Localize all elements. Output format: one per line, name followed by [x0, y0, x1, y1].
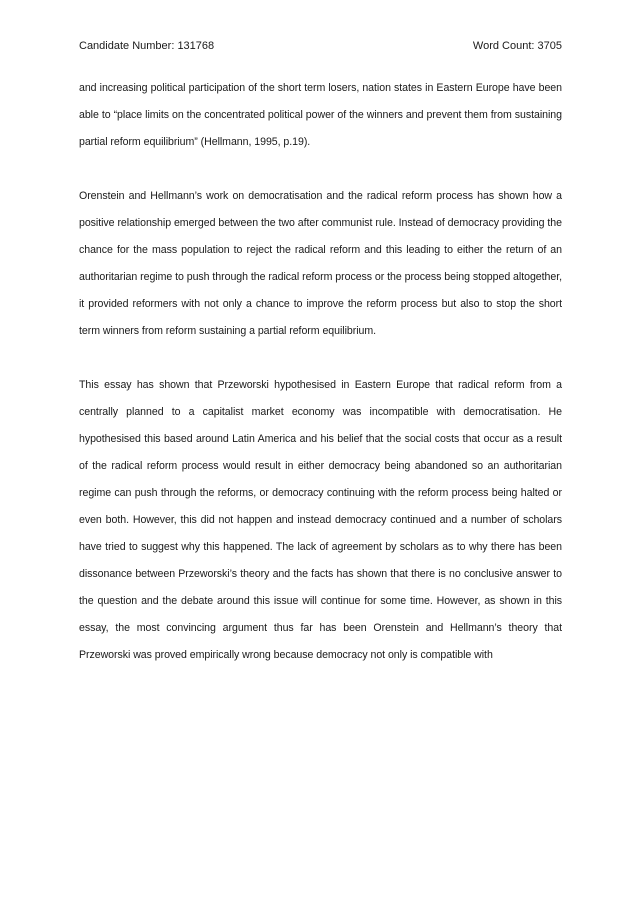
paragraph-2: Orenstein and Hellmann’s work on democratisation and the radical reform process has shown how a positive relationship emerged between the two after communist rule. Instead of democracy providing the chance for the mass population to reject the radical reform and this leading to either the return of an authoritarian regime to push through the radical reform process or the process being stopped altogether, it provided reformers with not only a chance to improve the reform process but also to stop the short term winners from reform sustaining a partial reform equilibrium.	[79, 190, 562, 337]
document-page	[79, 0, 562, 904]
essay-body	[79, 75, 562, 669]
page-header	[79, 38, 562, 54]
paragraph-3: This essay has shown that Przeworski hypothesised in Eastern Europe that radical reform from a centrally planned to a capitalist market economy was incompatible with democratisation. He hypothesised this based around Latin America and his belief that the social costs that occur as a result of the radical reform process would result in either democracy being abandoned so an authoritarian regime can push through the reforms, or democracy continuing with the reform process being halted or even both. However, this did not happen and instead democracy continued and a number of scholars have tried to suggest why this happened. The lack of agreement by scholars as to why there has been dissonance between Przeworski’s theory and the facts has shown that there is no conclusive answer to the question and the debate around this issue will continue for some time. However, as shown in this essay, the most convincing argument thus far has been Orenstein and Hellmann’s theory that Przeworski was proved empirically wrong because democracy not only is compatible with	[79, 379, 562, 661]
candidate-number: Candidate Number: 131768	[79, 40, 215, 52]
word-count: Word Count: 3705	[472, 40, 562, 52]
paragraph-1: and increasing political participation of the short term losers, nation states in Eastern Europe have been able to “place limits on the concentrated political power of the winners and prevent them from sustaining partial reform equilibrium” (Hellmann, 1995, p.19).	[79, 82, 562, 148]
